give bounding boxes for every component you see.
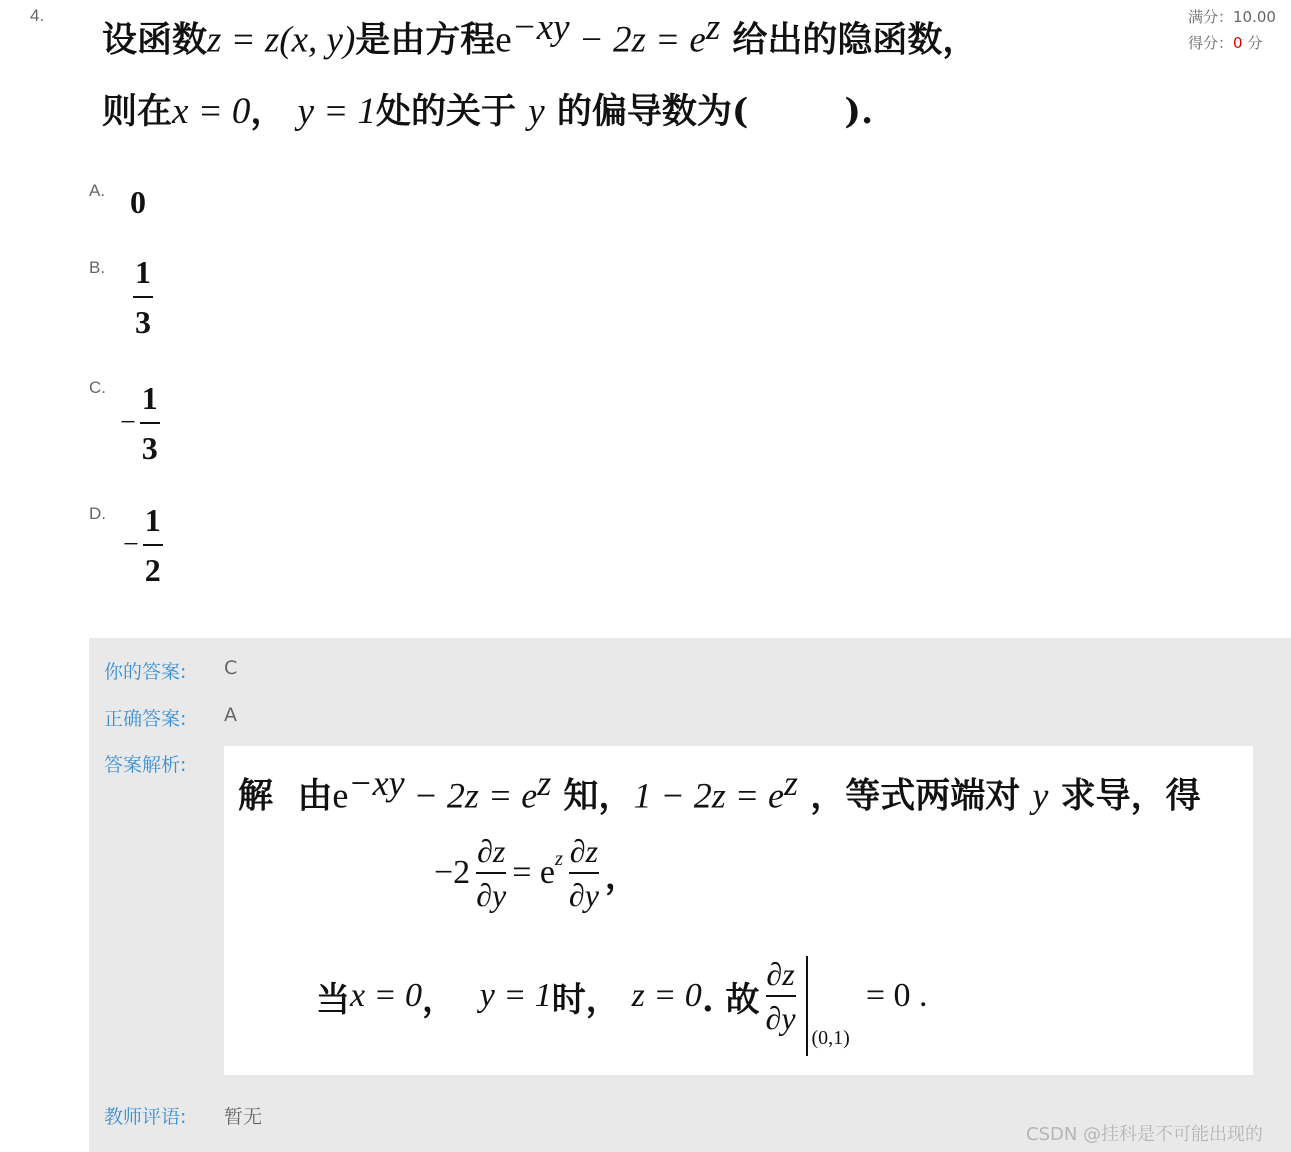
got-score: 得分：0 分 [1188, 34, 1263, 52]
option-d-label[interactable]: D. [89, 504, 106, 523]
option-d-value[interactable] [123, 502, 163, 588]
full-score: 满分：10.00 [1188, 8, 1276, 26]
score-panel [1188, 4, 1276, 56]
partial-fraction: ∂z ∂y [765, 956, 796, 1036]
fraction: $\frac{1}{3}$ [135, 254, 151, 340]
minus-sign: − [123, 529, 139, 560]
question-line-2: 则在x = 0， y = 1处的关于 y 的偏导数为( ). [102, 91, 874, 132]
option-b-value[interactable] [133, 254, 153, 340]
analysis-line-2: −2 ∂z ∂y = e $^z$ ∂z ∂y ， [434, 833, 639, 913]
teacher-comment-label: 教师评语: [104, 1106, 187, 1128]
teacher-comment-value: 暂无 [224, 1106, 263, 1128]
analysis-line-1: 解 由$e^{-xy} - 2z = e^z$ 知，$1 - 2z = e^z$ ，等式两端对 y 求导，得 [238, 763, 1201, 817]
option-a-value[interactable]: 0 [130, 184, 146, 220]
analysis-line-3: 当 x = 0 ， y = 1 时， z = 0 . 故 ∂z ∂y (0,1) = 0 . [316, 946, 928, 1046]
evaluation-bar [806, 956, 808, 1056]
fraction: $\frac{1}{2}$ [144, 502, 161, 588]
option-c-label[interactable]: C. [89, 378, 106, 397]
correct-answer-label: 正确答案: [104, 708, 187, 730]
analysis-label: 答案解析: [104, 754, 187, 776]
partial-fraction: ∂z ∂y [568, 833, 599, 913]
question-number: 4. [30, 6, 45, 25]
correct-answer-value: A [224, 704, 237, 726]
analysis-content [224, 746, 1253, 1075]
option-b-label[interactable]: B. [89, 258, 106, 277]
minus-sign: − [120, 407, 136, 438]
partial-fraction: ∂z ∂y [476, 833, 507, 913]
option-c-value[interactable] [120, 380, 160, 466]
watermark: CSDN @挂科是不可能出现的 [1026, 1124, 1264, 1145]
fraction: $\frac{1}{3}$ [141, 380, 158, 466]
question-line-1: 设函数z = z(x, y)是由方程$e^{-xy} - 2z = e^z$ 给出的隐函数， [102, 7, 978, 61]
option-a-label[interactable]: A. [89, 181, 106, 200]
your-answer-value: C [224, 657, 238, 679]
your-answer-label: 你的答案: [104, 661, 187, 683]
